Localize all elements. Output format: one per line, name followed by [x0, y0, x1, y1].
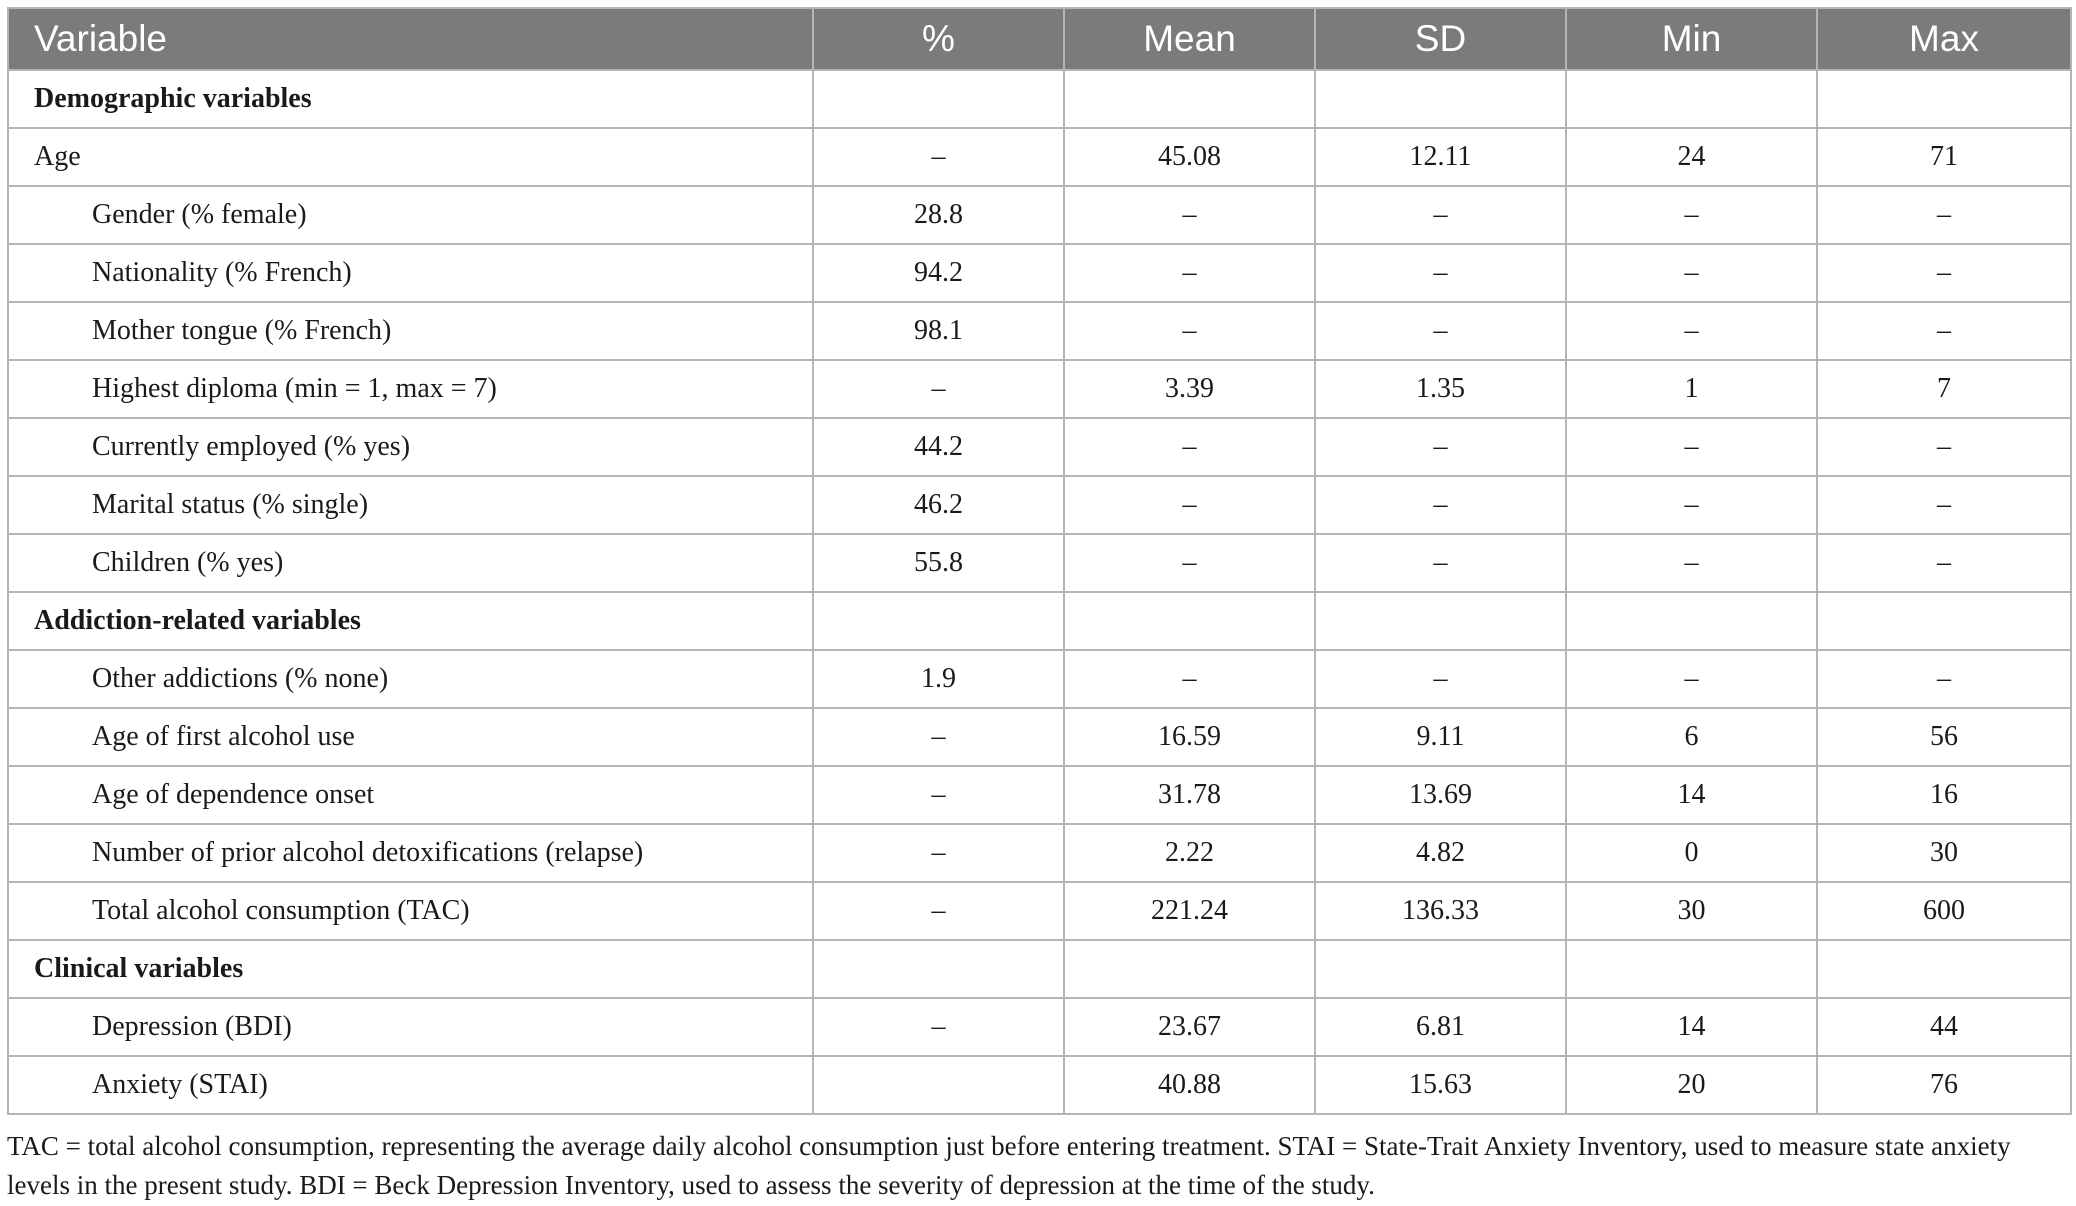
- cell-variable: Mother tongue (% French): [8, 302, 813, 360]
- cell-variable: Addiction-related variables: [8, 592, 813, 650]
- cell-sd: –: [1315, 186, 1566, 244]
- table-row: [8, 766, 2071, 824]
- cell-percent: –: [813, 882, 1064, 940]
- cell-variable: Other addictions (% none): [8, 650, 813, 708]
- cell-max: –: [1817, 302, 2071, 360]
- cell-variable: Nationality (% French): [8, 244, 813, 302]
- cell-variable: Children (% yes): [8, 534, 813, 592]
- cell-variable: Clinical variables: [8, 940, 813, 998]
- section-row: [8, 70, 2071, 128]
- cell-max: –: [1817, 244, 2071, 302]
- cell-mean: 3.39: [1064, 360, 1315, 418]
- cell-mean: [1064, 70, 1315, 128]
- cell-max: –: [1817, 650, 2071, 708]
- cell-max: [1817, 940, 2071, 998]
- header-min: Min: [1566, 8, 1817, 70]
- cell-variable: Age: [8, 128, 813, 186]
- cell-min: –: [1566, 244, 1817, 302]
- cell-min: –: [1566, 186, 1817, 244]
- cell-max: [1817, 70, 2071, 128]
- table-header: [8, 8, 2071, 70]
- cell-percent: –: [813, 360, 1064, 418]
- cell-sd: 9.11: [1315, 708, 1566, 766]
- cell-variable: Depression (BDI): [8, 998, 813, 1056]
- cell-mean: [1064, 940, 1315, 998]
- cell-percent: –: [813, 128, 1064, 186]
- table-body: [8, 70, 2071, 1114]
- cell-variable: Highest diploma (min = 1, max = 7): [8, 360, 813, 418]
- cell-percent: –: [813, 824, 1064, 882]
- cell-max: 16: [1817, 766, 2071, 824]
- cell-percent: 44.2: [813, 418, 1064, 476]
- cell-mean: –: [1064, 244, 1315, 302]
- table-row: [8, 534, 2071, 592]
- cell-mean: [1064, 592, 1315, 650]
- cell-percent: [813, 1056, 1064, 1114]
- header-max: Max: [1817, 8, 2071, 70]
- cell-variable: Currently employed (% yes): [8, 418, 813, 476]
- table-row: [8, 476, 2071, 534]
- table-row: [8, 824, 2071, 882]
- cell-max: 44: [1817, 998, 2071, 1056]
- cell-sd: 4.82: [1315, 824, 1566, 882]
- cell-percent: 28.8: [813, 186, 1064, 244]
- cell-min: 1: [1566, 360, 1817, 418]
- cell-mean: 31.78: [1064, 766, 1315, 824]
- cell-variable: Anxiety (STAI): [8, 1056, 813, 1114]
- cell-mean: –: [1064, 650, 1315, 708]
- cell-min: [1566, 592, 1817, 650]
- table-row: [8, 1056, 2071, 1114]
- header-variable: Variable: [8, 8, 813, 70]
- table-row: [8, 360, 2071, 418]
- cell-max: 600: [1817, 882, 2071, 940]
- cell-percent: –: [813, 766, 1064, 824]
- cell-percent: 55.8: [813, 534, 1064, 592]
- cell-sd: –: [1315, 650, 1566, 708]
- cell-variable: Marital status (% single): [8, 476, 813, 534]
- cell-sd: [1315, 940, 1566, 998]
- cell-sd: –: [1315, 476, 1566, 534]
- table-row: [8, 882, 2071, 940]
- table-row: [8, 708, 2071, 766]
- cell-mean: 40.88: [1064, 1056, 1315, 1114]
- cell-min: 14: [1566, 766, 1817, 824]
- table-row: [8, 186, 2071, 244]
- cell-mean: 45.08: [1064, 128, 1315, 186]
- cell-percent: –: [813, 708, 1064, 766]
- cell-min: –: [1566, 302, 1817, 360]
- cell-sd: 15.63: [1315, 1056, 1566, 1114]
- cell-variable: Total alcohol consumption (TAC): [8, 882, 813, 940]
- cell-max: –: [1817, 418, 2071, 476]
- cell-mean: –: [1064, 302, 1315, 360]
- cell-min: –: [1566, 534, 1817, 592]
- cell-max: 56: [1817, 708, 2071, 766]
- cell-max: [1817, 592, 2071, 650]
- cell-mean: –: [1064, 418, 1315, 476]
- cell-max: –: [1817, 534, 2071, 592]
- table-row: [8, 418, 2071, 476]
- cell-sd: –: [1315, 302, 1566, 360]
- cell-percent: [813, 70, 1064, 128]
- cell-variable: Number of prior alcohol detoxifications (relapse): [8, 824, 813, 882]
- cell-max: –: [1817, 186, 2071, 244]
- table-row: [8, 128, 2071, 186]
- cell-percent: –: [813, 998, 1064, 1056]
- cell-min: 20: [1566, 1056, 1817, 1114]
- cell-mean: 221.24: [1064, 882, 1315, 940]
- header-sd: SD: [1315, 8, 1566, 70]
- cell-variable: Age of dependence onset: [8, 766, 813, 824]
- cell-mean: –: [1064, 534, 1315, 592]
- cell-sd: –: [1315, 418, 1566, 476]
- cell-mean: –: [1064, 476, 1315, 534]
- cell-min: –: [1566, 418, 1817, 476]
- cell-mean: 23.67: [1064, 998, 1315, 1056]
- table-row: [8, 244, 2071, 302]
- section-row: [8, 592, 2071, 650]
- header-row: [8, 8, 2071, 70]
- cell-percent: 94.2: [813, 244, 1064, 302]
- table-footnote: TAC = total alcohol consumption, representing the average daily alcohol consumption just before entering treatment. STAI = State-Trait Anxiety Inventory, used to measure state anxiety levels in the present study. BDI = Beck Depression Inventory, used to assess the severity of depression at the time of the study.: [7, 1131, 2011, 1200]
- header-mean: Mean: [1064, 8, 1315, 70]
- cell-sd: –: [1315, 244, 1566, 302]
- cell-min: 6: [1566, 708, 1817, 766]
- cell-min: 14: [1566, 998, 1817, 1056]
- cell-percent: 98.1: [813, 302, 1064, 360]
- cell-min: –: [1566, 476, 1817, 534]
- cell-percent: 46.2: [813, 476, 1064, 534]
- cell-max: 7: [1817, 360, 2071, 418]
- cell-sd: 13.69: [1315, 766, 1566, 824]
- cell-sd: 6.81: [1315, 998, 1566, 1056]
- cell-mean: –: [1064, 186, 1315, 244]
- cell-min: [1566, 70, 1817, 128]
- cell-min: –: [1566, 650, 1817, 708]
- cell-mean: 16.59: [1064, 708, 1315, 766]
- cell-variable: Gender (% female): [8, 186, 813, 244]
- cell-min: 0: [1566, 824, 1817, 882]
- cell-max: –: [1817, 476, 2071, 534]
- table-container: [7, 7, 2070, 1115]
- cell-min: 30: [1566, 882, 1817, 940]
- cell-sd: 12.11: [1315, 128, 1566, 186]
- cell-percent: [813, 592, 1064, 650]
- cell-min: 24: [1566, 128, 1817, 186]
- section-row: [8, 940, 2071, 998]
- table-row: [8, 302, 2071, 360]
- cell-sd: –: [1315, 534, 1566, 592]
- cell-sd: [1315, 70, 1566, 128]
- cell-max: 76: [1817, 1056, 2071, 1114]
- table-row: [8, 998, 2071, 1056]
- cell-sd: 1.35: [1315, 360, 1566, 418]
- cell-max: 30: [1817, 824, 2071, 882]
- cell-variable: Age of first alcohol use: [8, 708, 813, 766]
- cell-percent: [813, 940, 1064, 998]
- header-percent: %: [813, 8, 1064, 70]
- cell-min: [1566, 940, 1817, 998]
- cell-max: 71: [1817, 128, 2071, 186]
- cell-variable: Demographic variables: [8, 70, 813, 128]
- cell-mean: 2.22: [1064, 824, 1315, 882]
- cell-sd: 136.33: [1315, 882, 1566, 940]
- cell-percent: 1.9: [813, 650, 1064, 708]
- descriptive-statistics-table: [7, 7, 2072, 1115]
- cell-sd: [1315, 592, 1566, 650]
- table-row: [8, 650, 2071, 708]
